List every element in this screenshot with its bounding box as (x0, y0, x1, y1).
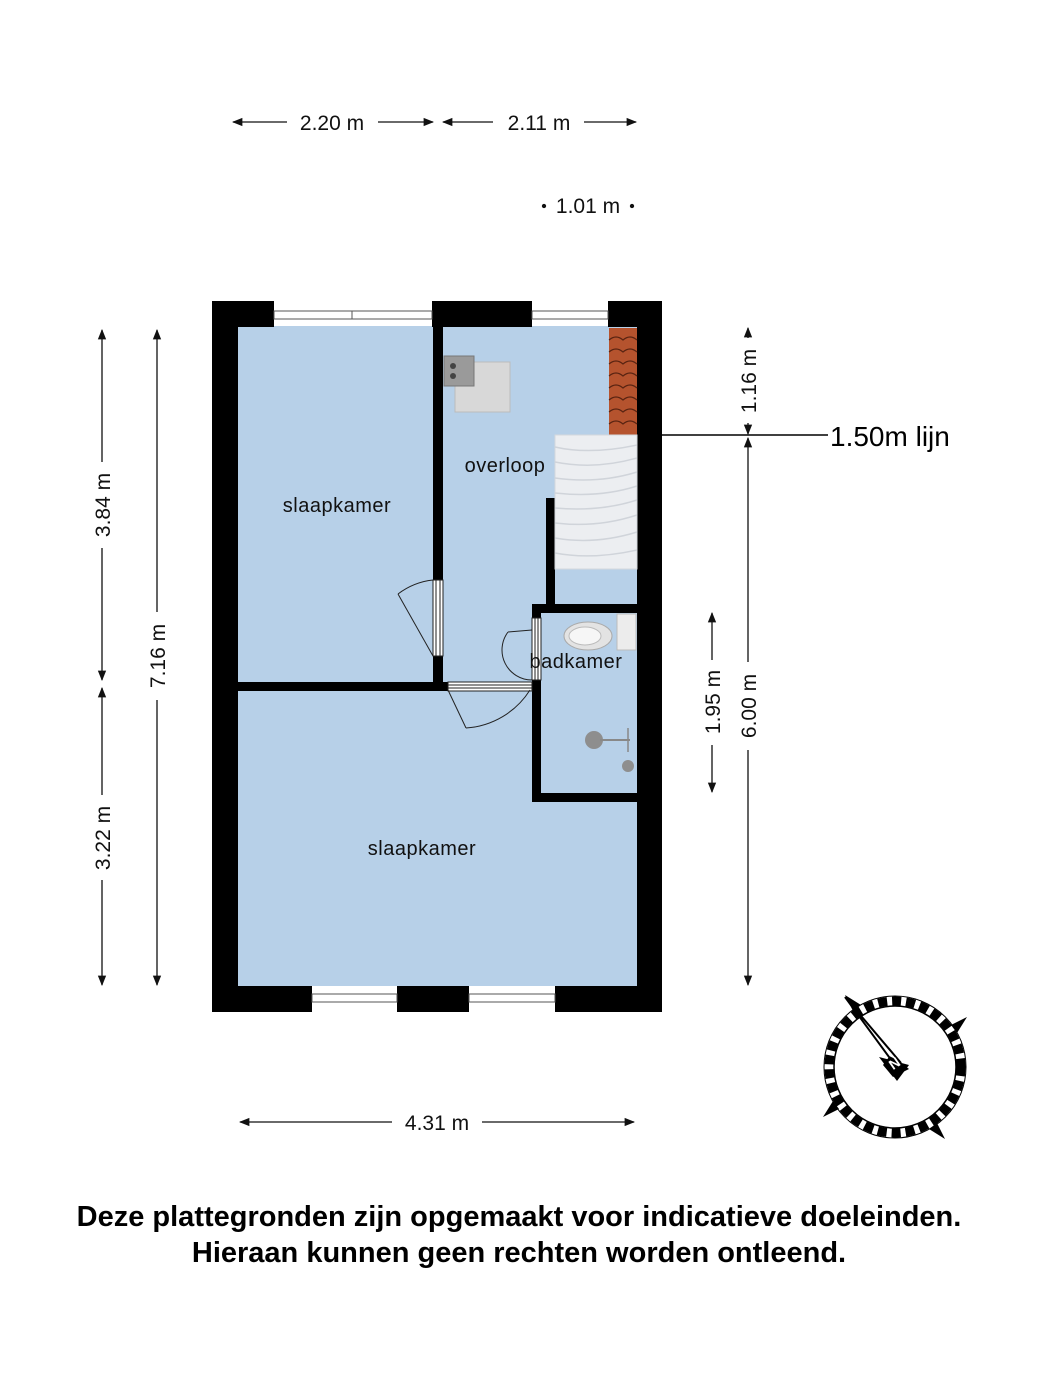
disclaimer-line-1: Deze plattegronden zijn opgemaakt voor indicatieve doeleinden. (76, 1201, 962, 1233)
wall-interior-v1 (433, 326, 443, 580)
wall-bath-top (532, 604, 637, 613)
dim-top-left: 2.20 m (299, 112, 365, 135)
window-top-2 (532, 311, 608, 319)
dim-top-small: 1.01 m (555, 195, 621, 218)
window-bottom-1 (312, 994, 397, 1002)
stairs (555, 435, 637, 569)
window-bottom-2 (469, 994, 555, 1002)
dim-left-total: 7.16 m (147, 623, 170, 689)
compass-icon (823, 995, 967, 1139)
dim-top-right: 2.11 m (507, 112, 571, 135)
wall-bath-left-lower (532, 680, 541, 802)
wall-top-1 (212, 301, 274, 327)
wall-bottom-1 (212, 986, 312, 1012)
height-line-label: 1.50m lijn (830, 421, 950, 452)
dim-left-lower: 3.22 m (92, 805, 115, 871)
dim-right-bath: 1.95 m (702, 669, 725, 735)
wall-bath-bottom (532, 793, 637, 802)
wall-bottom-2 (397, 986, 469, 1012)
disclaimer-line-2: Hieraan kunnen geen rechten worden ontleend. (191, 1237, 847, 1269)
dim-bottom: 4.31 m (404, 1112, 470, 1135)
dim-left-upper: 3.84 m (92, 472, 115, 538)
wall-stair-side (546, 498, 555, 604)
dim-right-lower: 6.00 m (738, 673, 761, 739)
compass-north-label: N (885, 1053, 904, 1073)
wall-right-lower (637, 435, 662, 1012)
roof-tiles (609, 328, 637, 435)
room-label-bathroom: badkamer (529, 651, 623, 673)
room-label-bedroom-bottom: slaapkamer (367, 838, 477, 860)
wall-left (212, 301, 238, 1012)
room-label-landing: overloop (464, 455, 546, 477)
room-label-bedroom-top: slaapkamer (282, 495, 392, 517)
wall-bottom-3 (555, 986, 662, 1012)
wall-top-2 (432, 301, 532, 327)
dim-right-upper: 1.16 m (738, 348, 761, 414)
window-top-1 (274, 311, 432, 319)
wall-bath-left-upper (532, 604, 541, 618)
wall-interior-h1 (238, 682, 448, 691)
wall-top-3 (608, 301, 662, 327)
